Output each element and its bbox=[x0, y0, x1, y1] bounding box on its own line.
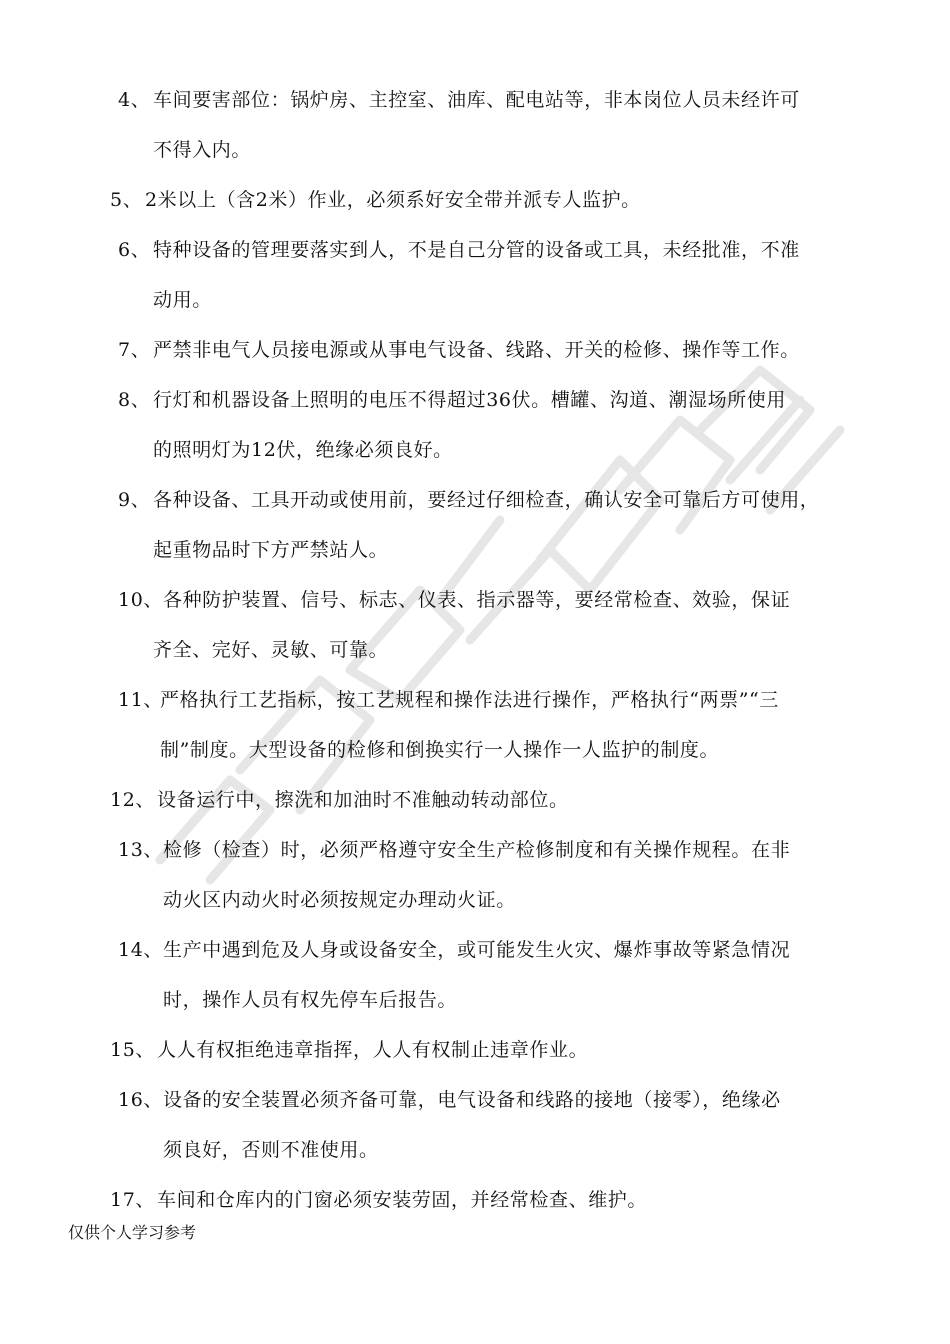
rule-text-line: 特种设备的管理要落实到人，不是自己分管的设备或工具，未经批准，不准 bbox=[153, 239, 800, 261]
rule-text-line: 的照明灯为12伏，绝缘必须良好。 bbox=[153, 439, 453, 461]
rule-text-line: 车间和仓库内的门窗必须安装劳固，并经常检查、维护。 bbox=[157, 1189, 648, 1211]
rule-text-line: 各种设备、工具开动或使用前，要经过仔细检查，确认安全可靠后方可使用， bbox=[153, 489, 820, 511]
rule-number: 17、 bbox=[110, 1189, 155, 1211]
rule-number: 8、 bbox=[118, 389, 151, 411]
rule-text-line: 严禁非电气人员接电源或从事电气设备、线路、开关的检修、操作等工作。 bbox=[153, 339, 800, 361]
rule-text-line: 须良好，否则不准使用。 bbox=[163, 1139, 379, 1161]
rule-text-line: 不得入内。 bbox=[153, 139, 252, 161]
rule-number: 10、 bbox=[118, 589, 163, 611]
rule-text-line: 设备的安全装置必须齐备可靠，电气设备和线路的接地（接零），绝缘必 bbox=[163, 1089, 781, 1111]
rule-text-line: 严格执行工艺指标，按工艺规程和操作法进行操作，严格执行“两票”“三 bbox=[160, 689, 779, 711]
rule-text-line: 设备运行中，擦洗和加油时不准触动转动部位。 bbox=[157, 789, 569, 811]
rule-number: 4、 bbox=[118, 89, 151, 111]
rule-text-line: 生产中遇到危及人身或设备安全，或可能发生火灾、爆炸事故等紧急情况 bbox=[163, 939, 791, 961]
rule-text-line: 车间要害部位：锅炉房、主控室、油库、配电站等，非本岗位人员未经许可 bbox=[153, 89, 800, 111]
rule-text-line: 2米以上（含2米）作业，必须系好安全带并派专人监护。 bbox=[145, 189, 641, 211]
rule-text-line: 检修（检查）时，必须严格遵守安全生产检修制度和有关操作规程。在非 bbox=[163, 839, 791, 861]
rule-number: 14、 bbox=[118, 939, 163, 961]
rule-text-line: 各种防护装置、信号、标志、仪表、指示器等，要经常检查、效验，保证 bbox=[163, 589, 791, 611]
rule-number: 12、 bbox=[110, 789, 155, 811]
footer-note: 仅供个人学习参考 bbox=[68, 1223, 197, 1242]
rule-text-line: 制”制度。大型设备的检修和倒换实行一人操作一人监护的制度。 bbox=[160, 739, 720, 761]
watermark-graphic bbox=[120, 340, 880, 900]
rule-text-line: 时，操作人员有权先停车后报告。 bbox=[163, 989, 458, 1011]
rule-number: 16、 bbox=[118, 1089, 163, 1111]
rule-number: 6、 bbox=[118, 239, 151, 261]
rule-number: 11、 bbox=[118, 689, 163, 711]
rule-number: 5、 bbox=[110, 189, 143, 211]
rule-text-line: 人人有权拒绝违章指挥，人人有权制止违章作业。 bbox=[157, 1039, 589, 1061]
rule-text-line: 起重物品时下方严禁站人。 bbox=[153, 539, 389, 561]
rule-text-line: 行灯和机器设备上照明的电压不得超过36伏。槽罐、沟道、潮湿场所使用 bbox=[153, 389, 786, 411]
rule-number: 13、 bbox=[118, 839, 163, 861]
rule-text-line: 动用。 bbox=[153, 289, 212, 311]
rule-number: 7、 bbox=[118, 339, 151, 361]
rule-number: 15、 bbox=[110, 1039, 155, 1061]
rule-number: 9、 bbox=[118, 489, 151, 511]
rule-text-line: 齐全、完好、灵敏、可靠。 bbox=[153, 639, 389, 661]
rule-text-line: 动火区内动火时必须按规定办理动火证。 bbox=[163, 889, 516, 911]
